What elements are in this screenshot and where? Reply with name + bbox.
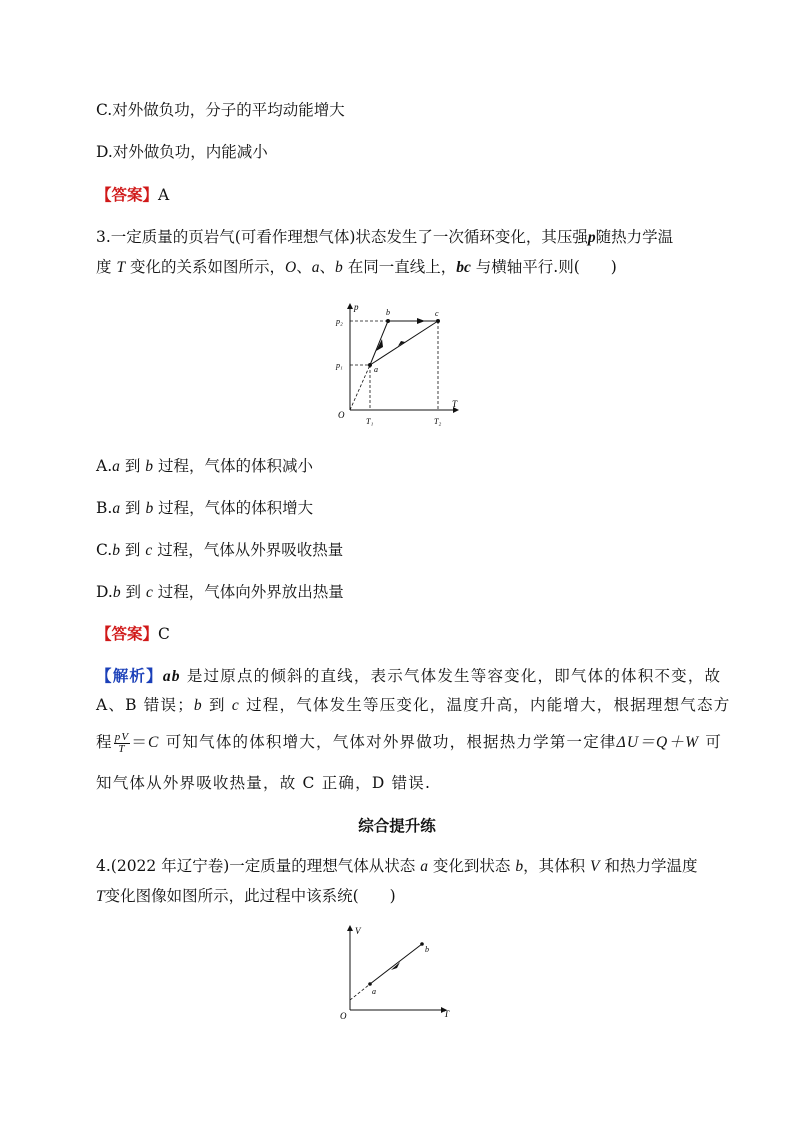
svg-text:a: a — [372, 987, 376, 996]
q3-option-a: A.a 到 b 过程，气体的体积减小 — [96, 457, 313, 475]
svg-text:c: c — [435, 309, 439, 318]
explanation-line4: 知气体从外界吸收热量，故 C 正确，D 错误. — [96, 774, 432, 792]
fraction-pv-t: $\frac{pV}{T}$ — [114, 730, 130, 755]
q3-stem-line2: 度 T 变化的关系如图所示，O、a、b 在同一直线上，bc 与横轴平行.则( ) — [96, 258, 617, 276]
svg-text:p: p — [354, 302, 359, 312]
point-c — [436, 319, 440, 323]
q3-option-d: D.b 到 c 过程，气体向外界放出热量 — [96, 583, 344, 601]
q3-stem-line1: 3.一定质量的页岩气(可看作理想气体)状态发生了一次循环变化，其压强p随热力学温 — [96, 228, 674, 246]
figure-p-t-diagram — [330, 298, 470, 430]
option-d-prev: D.对外做负功，内能减小 — [96, 143, 268, 161]
svg-text:T₁: T₁ — [366, 417, 374, 426]
point-b — [420, 942, 424, 946]
explanation-line1: 【解析】ab 是过原点的倾斜的直线，表示气体发生等容变化，即气体的体积不变，故 — [96, 666, 722, 685]
svg-text:b: b — [386, 308, 390, 317]
q4-stem-line1: 4.(2022 年辽宁卷)一定质量的理想气体从状态 a 变化到状态 b，其体积 V 和热力学温度 — [96, 857, 698, 875]
q3-option-c: C.b 到 c 过程，气体从外界吸收热量 — [96, 541, 344, 559]
answer-value: C — [158, 625, 170, 643]
svg-text:T: T — [452, 399, 458, 409]
svg-text:T₂: T₂ — [434, 417, 442, 426]
explanation-line2: A、B 错误；b 到 c 过程，气体发生等压变化，温度升高，内能增大，根据理想气态方 — [96, 696, 731, 714]
q3-option-b: B.a 到 b 过程，气体的体积增大 — [96, 499, 314, 517]
answer-label: 【答案】 — [96, 624, 159, 643]
svg-text:O: O — [340, 1011, 347, 1021]
svg-text:T: T — [444, 1009, 450, 1019]
option-c-prev: C.对外做负功，分子的平均动能增大 — [96, 101, 345, 119]
svg-text:V: V — [355, 926, 361, 936]
answer-q3 — [96, 623, 170, 645]
point-b — [386, 319, 390, 323]
process-a-b — [370, 944, 422, 984]
figure-v-t-diagram — [334, 920, 464, 1024]
explanation-line3: 程 $\frac{pV}{T}$ ＝C 可知气体的体积增大，气体对外界做功，根据热力学第一定律ΔU＝Q＋W 可 — [96, 730, 723, 755]
process-a-b — [370, 321, 388, 365]
svg-text:O: O — [338, 410, 345, 420]
q4-stem-line2: T变化图像如图所示，此过程中该系统( ) — [96, 887, 396, 905]
answer-value: A — [158, 186, 170, 204]
explanation-label: 【解析】 — [96, 666, 163, 685]
answer-prev — [96, 184, 169, 206]
answer-label: 【答案】 — [96, 185, 159, 204]
section-title: 综合提升练 — [358, 816, 436, 835]
svg-text:p₂: p₂ — [336, 317, 343, 326]
svg-text:b: b — [425, 945, 429, 954]
point-a — [368, 982, 372, 986]
svg-text:a: a — [374, 365, 378, 374]
point-a — [368, 363, 372, 367]
svg-text:p₁: p₁ — [336, 361, 343, 370]
